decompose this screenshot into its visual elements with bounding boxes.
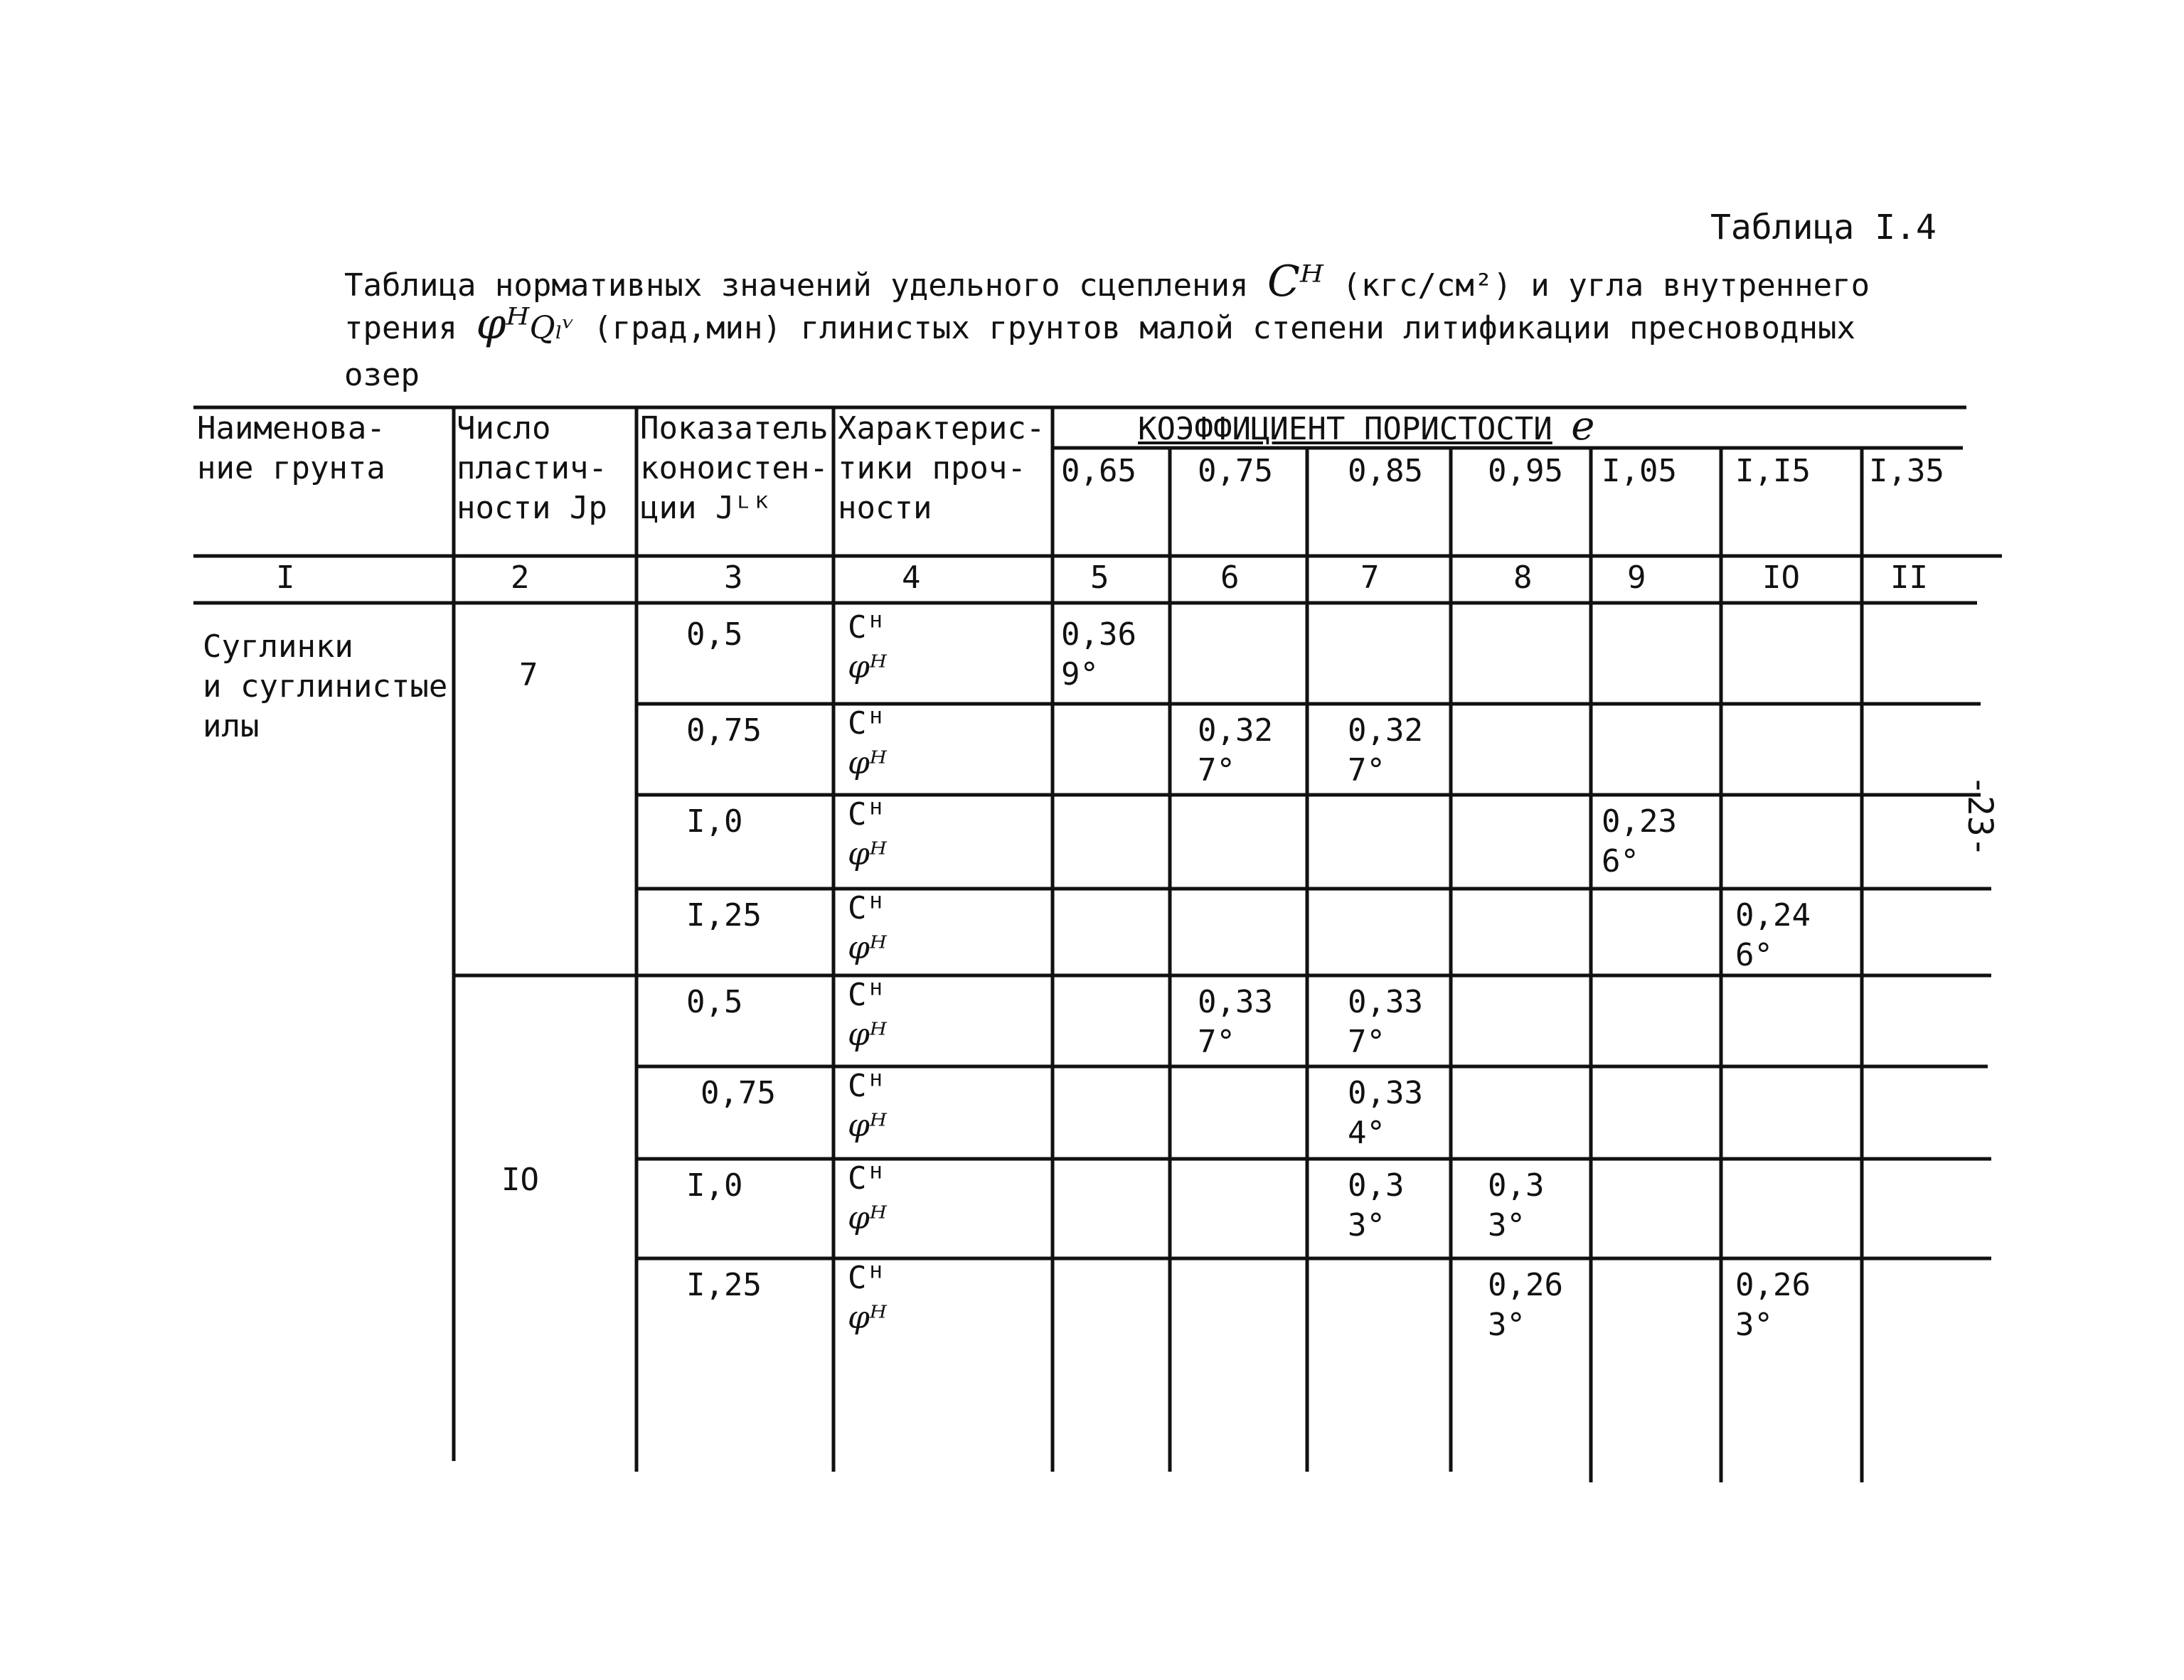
cohesion-value: 0,32 [1348,712,1423,749]
soil-name [203,627,447,747]
cohesion-label: Cᴴ [848,1068,885,1104]
cohesion-label: Cᴴ [848,1160,885,1197]
plasticity-value-2: IO [501,1162,539,1198]
cohesion-value: 0,26 [1735,1267,1811,1303]
header-strength-line1: Характерис- [838,410,1045,446]
header-plasticity-line3: ности Jp [457,490,607,526]
friction-label: φᴴ [848,930,887,966]
cohesion-value: 0,24 [1735,897,1811,933]
table-label: Таблица I.4 [1710,208,1937,247]
cohesion-value: 0,26 [1488,1267,1563,1303]
header-plasticity-line2: пластич- [457,450,607,486]
column-number: IO [1762,560,1800,596]
cohesion-value: 0,23 [1602,803,1677,840]
column-number: 9 [1627,560,1646,596]
strength-characteristics [848,889,887,968]
friction-angle-value: 6° [1602,843,1639,879]
strength-characteristics [848,975,887,1055]
friction-label: φᴴ [848,649,887,685]
strength-characteristics [848,1258,887,1338]
consistency-value: I,25 [686,1267,762,1303]
friction-angle-value: 7° [1348,1024,1385,1060]
title-text-5: озер [344,357,420,393]
friction-label: φᴴ [848,1200,887,1236]
cohesion-value: 0,3 [1348,1167,1405,1204]
column-number: 5 [1090,560,1109,596]
header-plasticity-line1: Число [457,410,551,446]
column-number: 7 [1360,560,1380,596]
soil-name-line3: илы [203,708,260,744]
value-cell [1198,711,1273,791]
column-number: 3 [724,560,743,596]
header-strength [838,409,1045,528]
friction-label: φᴴ [848,1108,887,1144]
porosity-value: 0,95 [1488,453,1563,489]
quaternary-symbol: Qₗᵛ [529,310,575,346]
plasticity-value-1: 7 [519,657,538,693]
title-text-1: Таблица нормативных значений удельного сцепления [344,267,1249,304]
friction-angle-value: 3° [1735,1307,1773,1343]
value-cell [1488,1266,1563,1345]
friction-angle-value: 7° [1198,1024,1235,1060]
page-number: -23- [1960,775,2000,857]
cohesion-label: Cᴴ [848,609,885,646]
title-text-3: трения [344,310,457,346]
friction-angle-value: 3° [1348,1207,1385,1243]
soil-name-line1: Суглинки [203,628,353,665]
cohesion-label: Cᴴ [848,977,885,1013]
consistency-value: I,0 [686,1167,743,1204]
value-cell [1348,1074,1423,1153]
cohesion-label: Cᴴ [848,796,885,833]
value-cell [1348,1166,1404,1246]
value-cell [1602,802,1677,882]
strength-characteristics [848,608,887,687]
friction-label: φᴴ [848,1300,887,1336]
consistency-value: 0,5 [686,616,743,653]
column-number: 4 [902,560,921,596]
cohesion-value: 0,3 [1488,1167,1545,1204]
friction-angle-value: 7° [1198,752,1235,788]
cohesion-label: Cᴴ [848,705,885,742]
cohesion-value: 0,33 [1348,984,1423,1020]
friction-angle-value: 9° [1061,656,1099,692]
header-soil-name-line1: Наименова- [197,410,385,446]
header-plasticity [457,409,607,528]
cohesion-label: Cᴴ [848,890,885,926]
soil-name-line2: и суглинистые [203,668,448,705]
cohesion-symbol: Cᴴ [1267,257,1323,306]
value-cell [1735,896,1811,975]
friction-angle-value: 3° [1488,1307,1525,1343]
value-cell [1198,983,1273,1062]
column-number: 6 [1220,560,1240,596]
header-consistency-line1: Показатель [640,410,829,446]
header-strength-line3: ности [838,490,932,526]
title-text-4: (град,мин) глинистых грунтов малой степени литификации пресноводных [593,310,1855,346]
porosity-value: I,I5 [1735,453,1811,489]
consistency-value: 0,5 [686,984,743,1020]
header-porosity-symbol: e [1571,403,1595,449]
header-porosity-label: КОЭФФИЦИЕНТ ПОРИСТОСТИ [1138,411,1552,447]
porosity-value: I,05 [1602,453,1677,489]
header-soil-name [197,409,385,488]
friction-angle-value: 3° [1488,1207,1525,1243]
porosity-value: 0,65 [1061,453,1136,489]
cohesion-label: Cᴴ [848,1260,885,1296]
cohesion-value: 0,33 [1198,984,1273,1020]
friction-label: φᴴ [848,1017,887,1053]
consistency-value: I,25 [686,897,762,933]
consistency-value: 0,75 [686,712,762,749]
column-number: 8 [1513,560,1533,596]
friction-symbol: φᴴ [476,299,530,349]
header-porosity [1138,403,1595,449]
strength-characteristics [848,704,887,783]
header-consistency [640,409,829,528]
porosity-value: 0,85 [1348,453,1423,489]
friction-angle-value: 7° [1348,752,1385,788]
strength-characteristics [848,1159,887,1238]
header-consistency-line2: коноистен- [640,450,829,486]
value-cell [1348,711,1423,791]
header-soil-name-line2: ние грунта [197,450,385,486]
strength-characteristics [848,1066,887,1146]
porosity-value: I,35 [1869,453,1944,489]
header-strength-line2: тики проч- [838,450,1026,486]
value-cell [1348,983,1423,1062]
consistency-value: 0,75 [701,1075,776,1111]
value-cell [1061,615,1136,695]
cohesion-value: 0,36 [1061,616,1136,653]
cohesion-value: 0,32 [1198,712,1273,749]
friction-angle-value: 6° [1735,937,1773,973]
column-number: II [1890,560,1928,596]
cohesion-value: 0,33 [1348,1075,1423,1111]
friction-label: φᴴ [848,745,887,781]
value-cell [1488,1166,1544,1246]
column-number: 2 [511,560,530,596]
strength-characteristics [848,795,887,874]
friction-label: φᴴ [848,836,887,872]
consistency-value: I,0 [686,803,743,840]
title-text-2: (кгс/см²) и угла внутреннего [1342,267,1870,304]
header-consistency-line3: ции Jᴸᴷ [640,490,772,526]
friction-angle-value: 4° [1348,1115,1385,1151]
column-number: I [276,560,295,596]
porosity-value: 0,75 [1198,453,1273,489]
value-cell [1735,1266,1811,1345]
